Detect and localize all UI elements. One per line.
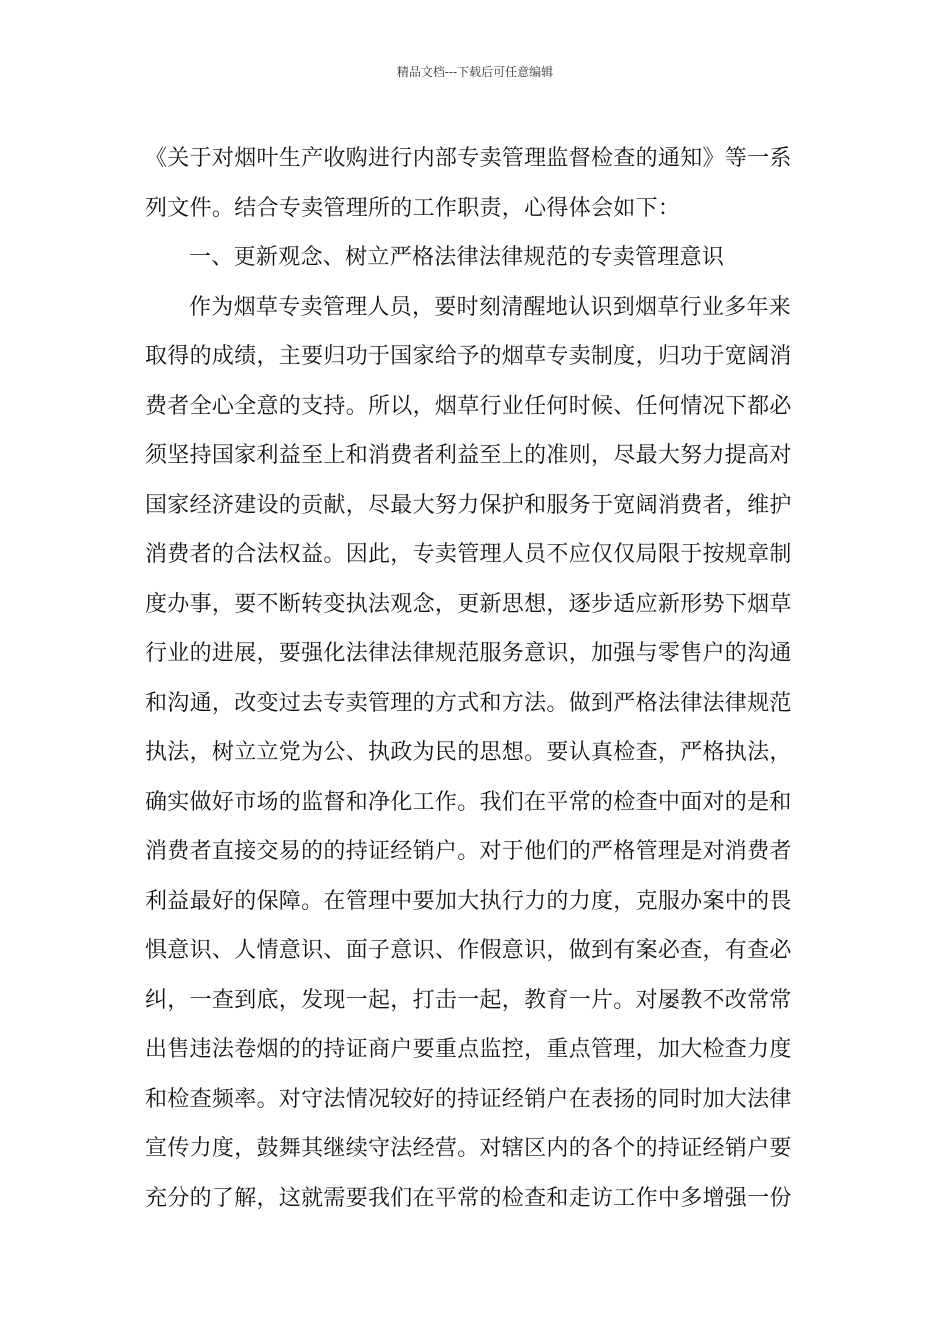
text-line: 费者全心全意的支持。所以，烟草行业任何时候、任何情况下都必 [145,393,792,419]
text-line: 取得的成绩，主要归功于国家给予的烟草专卖制度，归功于宽阔消 [145,344,792,369]
text-line: 作为烟草专卖管理人员，要时刻清醒地认识到烟草行业多年来 [189,294,792,320]
text-line: 消费者直接交易的的持证经销户。对于他们的严格管理是对消费者 [145,839,792,864]
text-line: 和检查频率。对守法情况较好的持证经销户在表扬的同时加大法律 [145,1086,792,1112]
page-header: 精品文档---下载后可任意编辑 [396,65,554,79]
text-line: 消费者的合法权益。因此，专卖管理人员不应仅仅局限于按规章制 [145,542,792,567]
section-heading: 一、更新观念、树立严格法律法律规范的专卖管理意识 [189,245,725,270]
text-line: 国家经济建设的贡献，尽最大努力保护和服务于宽阔消费者，维护 [145,492,792,518]
text-line: 和沟通，改变过去专卖管理的方式和方法。做到严格法律法律规范 [145,690,792,716]
text-line: 宣传力度，鼓舞其继续守法经营。对辖区内的各个的持证经销户要 [145,1136,792,1161]
text-line: 惧意识、人情意识、面子意识、作假意识，做到有案必查，有查必 [145,938,792,963]
text-line: 《关于对烟叶生产收购进行内部专卖管理监督检查的通知》等一系 [145,146,792,171]
text-line: 执法，树立立党为公、执政为民的思想。要认真检查，严格执法， [145,740,792,765]
text-line: 充分的了解，这就需要我们在平常的检查和走访工作中多增强一份 [145,1185,792,1211]
text-line: 确实做好市场的监督和净化工作。我们在平常的检查中面对的是和 [145,789,792,815]
text-line: 须坚持国家利益至上和消费者利益至上的准则，尽最大努力提高对 [145,443,792,468]
text-line: 行业的进展，要强化法律法律规范服务意识，加强与零售户的沟通 [145,641,792,666]
text-line: 列文件。结合专卖管理所的工作职责，心得体会如下： [145,195,681,221]
text-line: 出售违法卷烟的的持证商户要重点监控，重点管理，加大检查力度 [145,1037,792,1062]
text-line: 度办事，要不断转变执法观念，更新思想，逐步适应新形势下烟草 [145,591,792,617]
text-line: 利益最好的保障。在管理中要加大执行力的力度，克服办案中的畏 [145,888,792,914]
document-body [145,134,807,1223]
text-line: 纠，一查到底，发现一起，打击一起，教育一片。对屡教不改常常 [145,987,792,1013]
